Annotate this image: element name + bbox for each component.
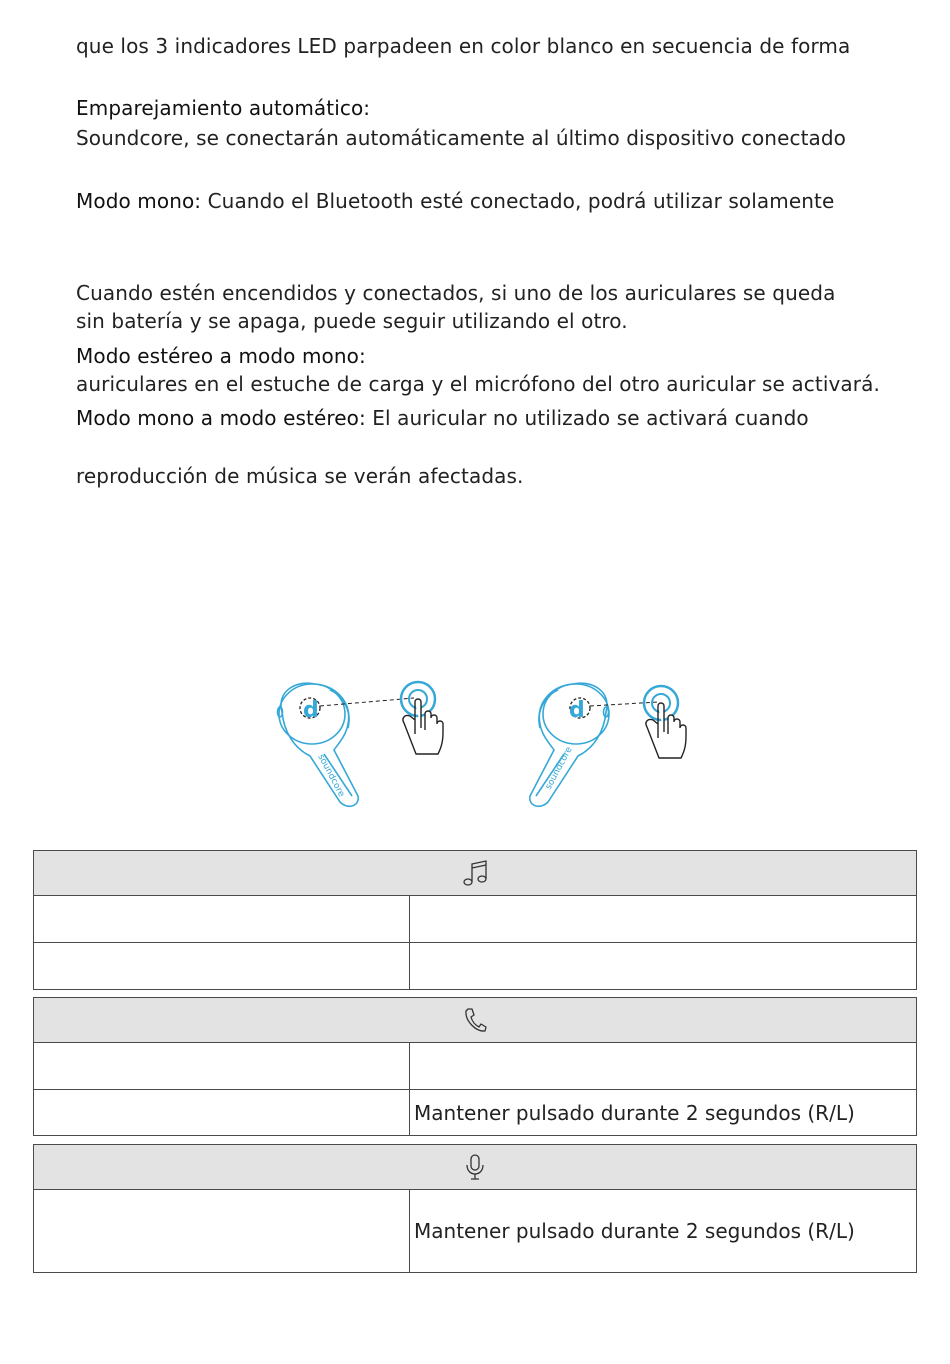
operation-cell — [410, 943, 916, 989]
svg-text:d: d — [569, 698, 585, 723]
mono-mode-line — [76, 187, 834, 215]
action-cell — [34, 1043, 410, 1089]
mono-to-stereo-line — [76, 404, 809, 432]
mono-mode-title: Modo mono: — [76, 189, 202, 213]
operation-cell — [410, 1043, 916, 1089]
voice-table-header — [34, 1145, 916, 1190]
paragraph-line: que los 3 indicadores LED parpadeen en color blanco en secuencia de forma — [76, 34, 851, 58]
table-row — [34, 1190, 916, 1272]
stereo-to-mono-body: auriculares en el estuche de carga y el micrófono del otro auricular se activará. — [76, 372, 880, 396]
mono-mode-body: Cuando el Bluetooth esté conectado, podrá utilizar solamente — [201, 189, 835, 213]
auto-pairing-title: Emparejamiento automático: — [76, 96, 371, 120]
action-cell — [34, 943, 410, 989]
stereo-to-mono-title: Modo estéreo a modo mono: — [76, 344, 366, 368]
call-controls-table — [33, 997, 917, 1136]
mono-to-stereo-body: El auricular no utilizado se activará cuando — [365, 406, 809, 430]
call-table-header — [34, 998, 916, 1043]
operation-cell: Mantener pulsado durante 2 segundos (R/L) — [414, 1219, 855, 1243]
operation-cell — [410, 896, 916, 942]
tap-finger-icon — [401, 682, 443, 754]
paragraph-line: reproducción de música se verán afectadas. — [76, 464, 524, 488]
action-cell — [34, 1190, 410, 1272]
paragraph-line: sin batería y se apaga, puede seguir utilizando el otro. — [76, 309, 628, 333]
table-row — [34, 896, 916, 943]
table-row — [34, 943, 916, 989]
music-controls-table — [33, 850, 917, 990]
phone-icon — [462, 1006, 488, 1034]
table-row — [34, 1043, 916, 1090]
paragraph-line: Cuando estén encendidos y conectados, si uno de los auriculares se queda — [76, 281, 836, 305]
auto-pairing-body: Soundcore, se conectarán automáticamente al último dispositivo conectado — [76, 126, 847, 150]
action-cell — [34, 1090, 410, 1135]
left-touch-area-icon — [300, 698, 414, 723]
brand-label-left: soundcore — [315, 752, 347, 799]
svg-text:d: d — [303, 698, 319, 723]
action-cell — [34, 896, 410, 942]
music-table-header — [34, 851, 916, 896]
operation-cell: Mantener pulsado durante 2 segundos (R/L) — [414, 1100, 855, 1125]
tap-finger-icon — [644, 686, 686, 758]
mono-to-stereo-title: Modo mono a modo estéreo: — [76, 406, 366, 430]
music-note-icon — [462, 859, 488, 887]
microphone-icon — [462, 1153, 488, 1181]
brand-label-right: soundcore — [543, 745, 575, 792]
table-row — [34, 1090, 916, 1135]
voice-assistant-table — [33, 1144, 917, 1273]
earbuds-touch-illustration — [260, 672, 710, 822]
